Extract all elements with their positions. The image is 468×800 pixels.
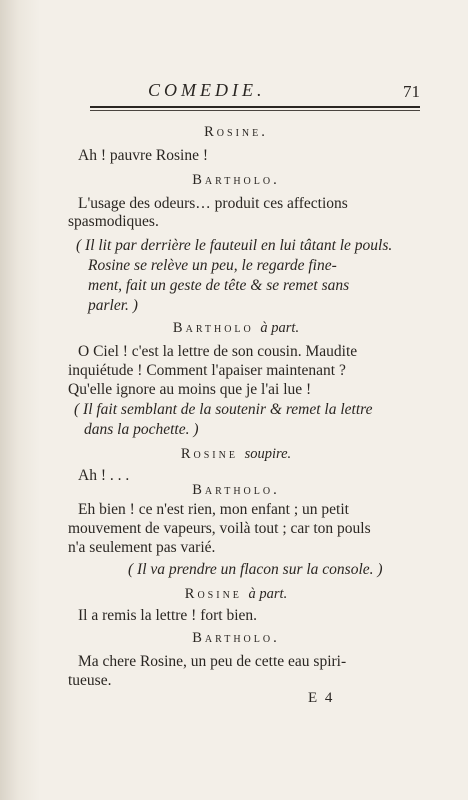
dialogue-line: Il a remis la lettre ! fort bien. <box>78 607 258 624</box>
header-rule-thin <box>90 110 420 111</box>
running-title: COMEDIE. <box>148 80 266 100</box>
speaker-bartholo-a-part: Bartholo à part. <box>172 320 300 336</box>
dialogue-line: L'usage des odeurs… produit ces affections <box>78 195 348 212</box>
speaker-rosine: Rosine. <box>204 124 268 140</box>
speaker-rosine-soupire: Rosine soupire. <box>180 446 292 462</box>
dialogue-line: inquiétude ! Comment l'apaiser maintenant ? <box>68 362 346 379</box>
dialogue-line: n'a seulement pas varié. <box>68 539 216 556</box>
stage-direction: ( Il va prendre un flacon sur la console. ) <box>128 561 383 578</box>
speaker-bartholo: Bartholo. <box>192 172 280 188</box>
dialogue-line: Ah ! . . . <box>78 467 130 484</box>
stage-direction: ( Il fait semblant de la soutenir & remet la lettre dans la pochette. ) <box>74 401 373 438</box>
speaker-bartholo: Bartholo. <box>192 482 280 498</box>
dialogue-line: mouvement de vapeurs, voilà tout ; car ton pouls <box>68 520 371 537</box>
header-rule <box>90 106 420 108</box>
dialogue-line: Eh bien ! ce n'est rien, mon enfant ; un petit <box>78 501 349 518</box>
dialogue-line: tueuse. <box>68 672 112 689</box>
dialogue-line: Ma chere Rosine, un peu de cette eau spiri- <box>78 653 347 670</box>
dialogue-line: Ah ! pauvre Rosine ! <box>78 147 208 164</box>
page-number: 71 <box>403 82 420 101</box>
signature-mark: E 4 <box>308 690 335 706</box>
dialogue-line: O Ciel ! c'est la lettre de son cousin. Maudite <box>78 343 358 360</box>
dialogue-line: Qu'elle ignore au moins que je l'ai lue ! <box>68 381 312 398</box>
speaker-rosine-a-part: Rosine à part. <box>184 586 288 602</box>
dialogue-line: spasmodiques. <box>68 213 159 230</box>
speaker-bartholo: Bartholo. <box>192 630 280 646</box>
stage-direction: ( Il lit par derrière le fauteuil en lui tâtant le pouls. Rosine se relève un peu, le regarde fine- ment, fait un geste de tête & se remet sans parler. ) <box>76 237 393 314</box>
